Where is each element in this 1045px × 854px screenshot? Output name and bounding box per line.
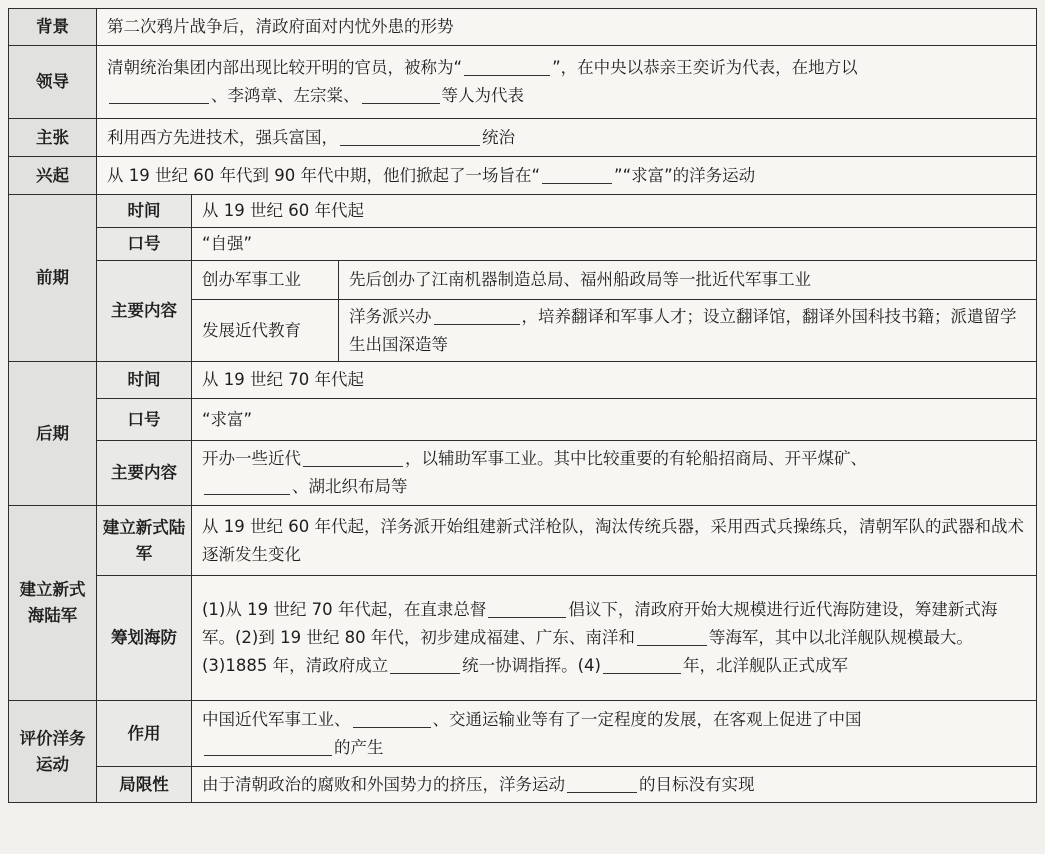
- blank-lingdao-2[interactable]: [109, 85, 209, 104]
- blank-navy-1[interactable]: [488, 599, 566, 618]
- text-houqi-content: [192, 441, 1037, 506]
- text-qianqi-slogan: “自强”: [192, 228, 1037, 261]
- row-effect: [9, 701, 1037, 767]
- blank-houqi-2[interactable]: [204, 476, 290, 495]
- text-qianqi-time: 从 19 世纪 60 年代起: [192, 195, 1037, 228]
- label-qianqi-edu: 发展近代教育: [192, 300, 339, 362]
- row-lingdao: [9, 46, 1037, 119]
- row-limit: [9, 767, 1037, 803]
- zhuzhang-part-1: 利用西方先进技术，强兵富国，: [107, 127, 338, 147]
- xingqi-part-1: 从 19 世纪 60 年代到 90 年代中期，他们掀起了一场旨在“: [107, 165, 541, 185]
- lingdao-part-4: 等人为代表: [441, 86, 524, 105]
- lingdao-part-2: ”，在中央以恭亲王奕䜣为代表，在地方以: [552, 58, 858, 77]
- limit-part-2: 的目标没有实现: [639, 774, 755, 794]
- blank-lingdao-3[interactable]: [362, 85, 440, 104]
- text-lingdao: [97, 46, 1037, 119]
- text-effect: [192, 701, 1037, 767]
- label-qianqi: 前期: [9, 195, 97, 362]
- row-zhuzhang: [9, 119, 1037, 157]
- row-navy: [9, 576, 1037, 701]
- navy-part-4: 统一协调指挥。(4): [462, 656, 601, 675]
- label-qianqi-slogan: 口号: [97, 228, 192, 261]
- houqi-part-1: 开办一些近代: [202, 449, 301, 468]
- text-qianqi-military: 先后创办了江南机器制造总局、福州船政局等一批近代军事工业: [339, 261, 1037, 300]
- limit-part-1: 由于清朝政治的腐败和外国势力的挤压，洋务运动: [202, 774, 565, 794]
- qianqi-edu-part-1: 洋务派兴办: [349, 306, 432, 326]
- navy-part-3: 等海军，其中以北洋舰队规模最大。(3)1885 年，清政府成立: [202, 628, 973, 675]
- row-xingqi: [9, 157, 1037, 195]
- label-lingdao: 领导: [9, 46, 97, 119]
- label-houqi-time: 时间: [97, 362, 192, 399]
- row-houqi-slogan: [9, 399, 1037, 441]
- zhuzhang-part-2: 统治: [482, 127, 515, 147]
- blank-zhuzhang-1[interactable]: [340, 127, 480, 146]
- row-qianqi-slogan: [9, 228, 1037, 261]
- blank-effect-1[interactable]: [353, 709, 431, 728]
- label-effect: 作用: [97, 701, 192, 767]
- houqi-part-3: 、湖北织布局等: [292, 477, 408, 496]
- label-qianqi-time: 时间: [97, 195, 192, 228]
- navy-part-5: 年，北洋舰队正式成军: [682, 656, 848, 675]
- houqi-part-2: ，以辅助军事工业。其中比较重要的有轮船招商局、开平煤矿、: [405, 449, 867, 468]
- lingdao-part-3: 、李鸿章、左宗棠、: [211, 86, 360, 105]
- xingqi-part-2: ”“求富”的洋务运动: [614, 165, 756, 185]
- row-beijing: [9, 9, 1037, 46]
- label-navy: 筹划海防: [97, 576, 192, 701]
- text-qianqi-edu: [339, 300, 1037, 362]
- row-houqi-content: [9, 441, 1037, 506]
- qianqi-edu-part-2: ，培养翻译和军事人才；设立翻译馆，翻译外国科技书籍；派遣留学生出国深造等: [349, 306, 1017, 354]
- navy-part-1: (1)从 19 世纪 70 年代起，在直隶总督: [202, 600, 487, 619]
- label-pingjia: 评价洋务运动: [9, 701, 97, 803]
- text-army: 从 19 世纪 60 年代起，洋务派开始组建新式洋枪队，淘汰传统兵器，采用西式兵操练兵，清朝军队的武器和战术逐渐发生变化: [192, 506, 1037, 576]
- blank-effect-2[interactable]: [204, 737, 332, 756]
- row-houqi-time: [9, 362, 1037, 399]
- text-navy: [192, 576, 1037, 701]
- label-army: 建立新式陆军: [97, 506, 192, 576]
- row-qianqi-military: [9, 261, 1037, 300]
- label-zhuzhang: 主张: [9, 119, 97, 157]
- effect-part-1: 中国近代军事工业、: [202, 709, 351, 729]
- blank-navy-3[interactable]: [390, 655, 460, 674]
- label-houqi-content: 主要内容: [97, 441, 192, 506]
- label-haijun: 建立新式海陆军: [9, 506, 97, 701]
- blank-navy-4[interactable]: [603, 655, 681, 674]
- row-qianqi-time: [9, 195, 1037, 228]
- label-xingqi: 兴起: [9, 157, 97, 195]
- text-limit: [192, 767, 1037, 803]
- text-houqi-slogan: “求富”: [192, 399, 1037, 441]
- text-houqi-time: 从 19 世纪 70 年代起: [192, 362, 1037, 399]
- yangwu-movement-table: [8, 8, 1037, 803]
- effect-part-3: 的产生: [334, 737, 384, 757]
- label-qianqi-military: 创办军事工业: [192, 261, 339, 300]
- blank-houqi-1[interactable]: [303, 448, 403, 467]
- label-houqi: 后期: [9, 362, 97, 506]
- text-beijing: 第二次鸦片战争后，清政府面对内忧外患的形势: [97, 9, 1037, 46]
- text-zhuzhang: [97, 119, 1037, 157]
- text-xingqi: [97, 157, 1037, 195]
- row-army: [9, 506, 1037, 576]
- label-limit: 局限性: [97, 767, 192, 803]
- yangwu-table-sheet: [8, 8, 1036, 846]
- label-qianqi-content: 主要内容: [97, 261, 192, 362]
- blank-lingdao-1[interactable]: [464, 57, 550, 76]
- effect-part-2: 、交通运输业等有了一定程度的发展，在客观上促进了中国: [432, 709, 862, 729]
- navy-part-2: 倡议下，清政府开始大规模进行近代海防建设，筹建新式海军。(2)到 19 世纪 80 年代，初步建成福建、广东、南洋和: [202, 600, 998, 647]
- blank-xingqi-1[interactable]: [542, 165, 612, 184]
- blank-navy-2[interactable]: [637, 627, 707, 646]
- blank-limit-1[interactable]: [567, 774, 637, 793]
- lingdao-part-1: 清朝统治集团内部出现比较开明的官员，被称为“: [107, 58, 463, 77]
- blank-qianqi-edu-1[interactable]: [434, 306, 520, 325]
- label-houqi-slogan: 口号: [97, 399, 192, 441]
- label-beijing: 背景: [9, 9, 97, 46]
